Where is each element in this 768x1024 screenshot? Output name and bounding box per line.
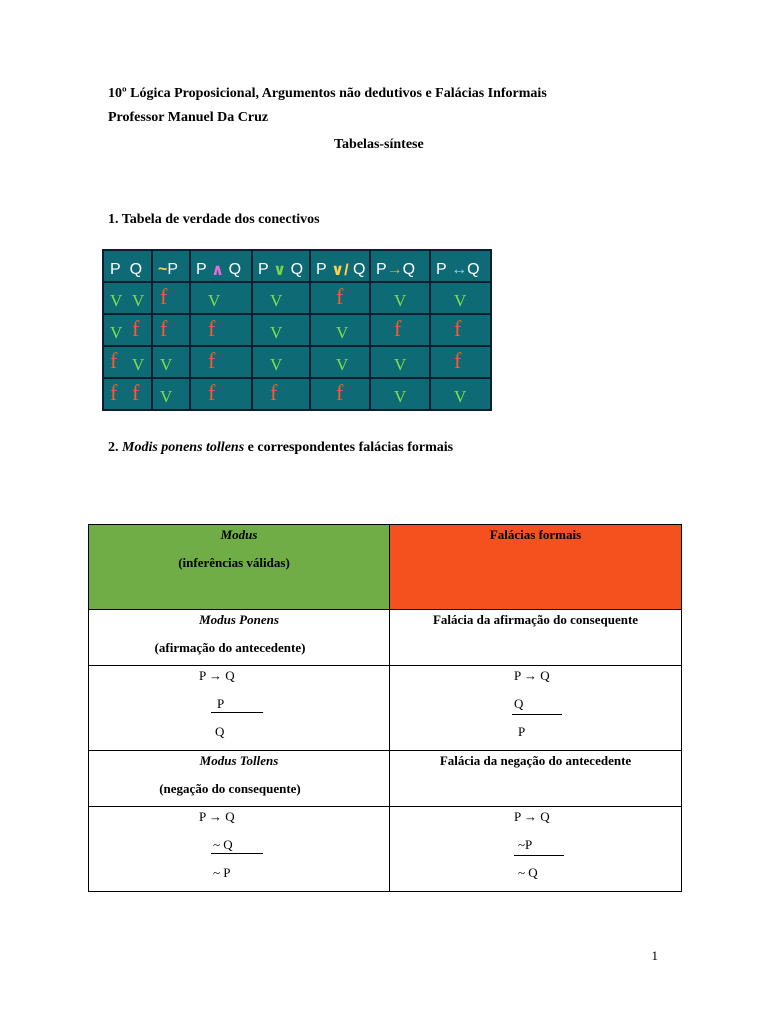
truth-value-cell: f <box>110 380 118 405</box>
truth-value-cell: V <box>160 355 173 374</box>
argument-2-cell <box>390 666 682 751</box>
section-1-title: 1. Tabela de verdade dos conectivos <box>108 212 320 227</box>
fallacy-header-title: Falácias formais <box>489 527 582 542</box>
tt-grid-line <box>104 345 490 347</box>
truth-value-cell: V <box>110 291 123 310</box>
arg2-conclusion: P <box>518 724 526 739</box>
truth-value-cell: V <box>394 291 407 310</box>
modus-header-cell <box>89 525 390 610</box>
tt-header-and: P ∧ Q <box>196 261 242 279</box>
modus-tollens-title: Modus Tollens <box>199 753 279 768</box>
truth-value-cell: f <box>454 348 462 373</box>
truth-value-cell: f <box>160 316 168 341</box>
truth-value-cell: V <box>132 291 145 310</box>
document-title: 10º Lógica Proposicional, Argumentos não dedutivos e Falácias Informais <box>108 86 547 101</box>
arg4-premise-1: P → Q <box>514 809 550 824</box>
truth-value-cell: V <box>394 355 407 374</box>
tt-grid-line <box>309 251 311 409</box>
tt-header-not-p: ~ P <box>158 261 179 278</box>
argument-4 <box>390 807 681 891</box>
arg3-inference-line <box>211 853 263 854</box>
fallacy-1-title: Falácia da afirmação do consequente <box>432 612 639 627</box>
arg3-premise-1: P → Q <box>199 809 235 824</box>
truth-value-cell: V <box>454 387 467 406</box>
document-subtitle: Tabelas-síntese <box>334 137 424 152</box>
argument-3 <box>89 807 389 891</box>
truth-value-cell: V <box>336 323 349 342</box>
tt-grid-line <box>104 281 490 283</box>
arg1-inference-line <box>211 712 263 713</box>
tt-grid-line <box>189 251 191 409</box>
tt-header-pq: P Q <box>110 261 143 278</box>
argument-2 <box>390 666 681 750</box>
tt-grid-line <box>104 313 490 315</box>
truth-value-cell: f <box>208 348 216 373</box>
truth-value-cell: f <box>132 316 140 341</box>
truth-table <box>102 249 492 411</box>
section-2-italic: Modis ponens tollens <box>122 440 245 455</box>
modus-tollens-sub: (negação do consequente) <box>159 781 301 796</box>
tt-header-biconditional: P ↔ Q <box>436 261 480 278</box>
truth-value-cell: V <box>132 355 145 374</box>
section-2-number: 2. <box>108 440 119 455</box>
tt-grid-line <box>429 251 431 409</box>
argument-1 <box>89 666 389 750</box>
modus-ponens-sub: (afirmação do antecedente) <box>154 640 306 655</box>
truth-value-cell: f <box>336 380 344 405</box>
modus-table <box>88 524 682 892</box>
tt-header-implies: P → Q <box>376 261 416 278</box>
truth-value-cell: V <box>270 355 283 374</box>
arg3-premise-2: ~ Q <box>213 837 233 852</box>
tt-header-or: P ∨ Q <box>258 261 304 279</box>
truth-value-cell: f <box>336 284 344 309</box>
truth-value-cell: f <box>454 316 462 341</box>
arg4-inference-line <box>514 855 564 856</box>
tt-grid-line <box>251 251 253 409</box>
argument-1-cell <box>89 666 390 751</box>
tt-grid-line <box>369 251 371 409</box>
modus-ponens-title: Modus Ponens <box>199 612 279 627</box>
arg2-premise-1: P → Q <box>514 668 550 683</box>
arg1-premise-2: P <box>217 696 225 711</box>
truth-value-cell: V <box>454 291 467 310</box>
truth-value-cell: f <box>132 380 140 405</box>
truth-value-cell: f <box>394 316 402 341</box>
truth-value-cell: f <box>208 316 216 341</box>
arg4-conclusion: ~ Q <box>518 865 538 880</box>
section-2-rest: e correspondentes falácias formais <box>244 440 454 455</box>
page-number: 1 <box>651 948 658 963</box>
truth-value-cell: f <box>160 284 168 309</box>
tt-grid-line <box>104 377 490 379</box>
modus-header-sub: (inferências válidas) <box>178 555 290 570</box>
fallacy-1-cell <box>390 610 682 666</box>
truth-value-cell: f <box>270 380 278 405</box>
fallacy-2-title: Falácia da negação do antecedente <box>439 753 632 768</box>
arg1-premise-1: P → Q <box>199 668 235 683</box>
truth-value-cell: V <box>208 291 221 310</box>
truth-value-cell: V <box>160 387 173 406</box>
truth-value-cell: V <box>270 291 283 310</box>
modus-header-title: Modus <box>220 527 258 542</box>
truth-value-cell: V <box>110 323 123 342</box>
truth-value-cell: V <box>270 323 283 342</box>
arg3-conclusion: ~ P <box>213 865 231 880</box>
argument-4-cell <box>390 807 682 892</box>
arg4-premise-2: ~P <box>518 837 533 852</box>
arg2-premise-2: Q <box>514 696 524 711</box>
author-line: Professor Manuel Da Cruz <box>108 110 269 125</box>
fallacy-header-cell <box>390 525 682 610</box>
argument-3-cell <box>89 807 390 892</box>
modus-ponens-cell <box>89 610 390 666</box>
arg2-inference-line <box>512 714 562 715</box>
truth-value-cell: f <box>208 380 216 405</box>
tt-header-xor: P ∨/ Q <box>316 261 366 279</box>
truth-value-cell: V <box>336 355 349 374</box>
section-2-title <box>108 440 453 456</box>
modus-tollens-cell <box>89 751 390 807</box>
truth-value-cell: V <box>394 387 407 406</box>
fallacy-2-cell <box>390 751 682 807</box>
truth-value-cell: f <box>110 348 118 373</box>
tt-grid-line <box>151 251 153 409</box>
arg1-conclusion: Q <box>215 724 225 739</box>
